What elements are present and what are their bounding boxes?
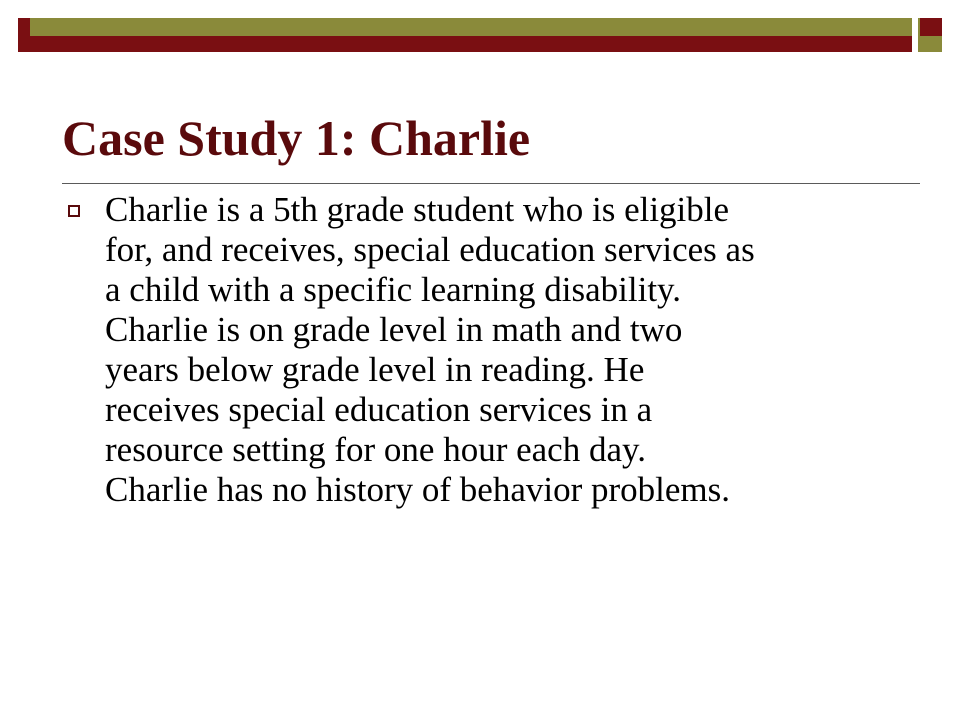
- body-line: resource setting for one hour each day.: [105, 430, 646, 469]
- body-line: Charlie is on grade level in math and two: [105, 310, 683, 349]
- bullet-paragraph: [105, 190, 915, 510]
- title-divider: [62, 183, 920, 184]
- body-line: receives special education services in a: [105, 390, 653, 429]
- body-line: Charlie is a 5th grade student who is eligible: [105, 190, 730, 229]
- body-line: for, and receives, special education services as: [105, 230, 755, 269]
- body-line: years below grade level in reading. He: [105, 350, 645, 389]
- body-line: a child with a specific learning disability.: [105, 270, 682, 309]
- hollow-square-bullet-icon: [68, 205, 80, 217]
- top-decorative-bar: [0, 14, 960, 54]
- top-bar-olive: [30, 18, 912, 36]
- slide-title: Case Study 1: Charlie: [62, 110, 531, 166]
- body-line: Charlie has no history of behavior problems.: [105, 470, 731, 509]
- corner-square-red: [920, 18, 942, 36]
